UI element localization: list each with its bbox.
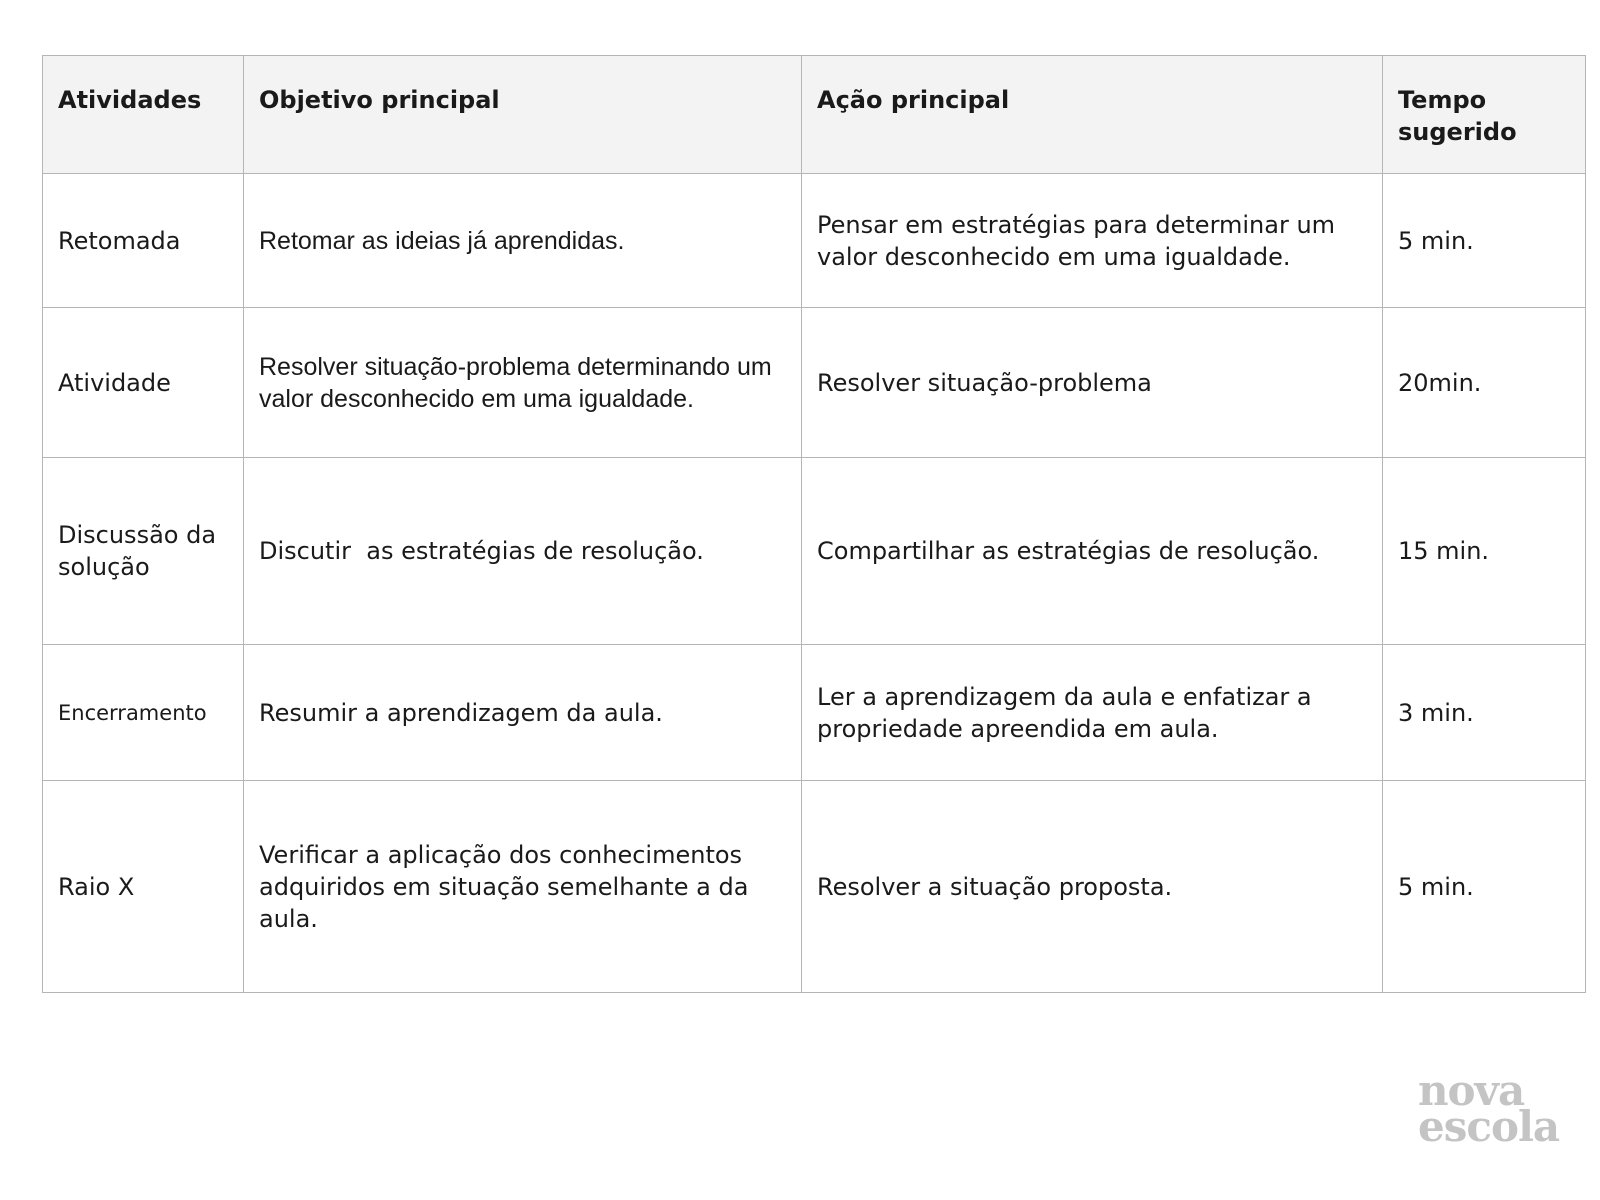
table-row [43,174,1586,308]
cell-acao: Resolver a situação proposta. [802,781,1383,993]
cell-tempo: 5 min. [1383,174,1586,308]
header-tempo: Tempo sugerido [1383,56,1586,174]
cell-acao: Resolver situação-problema [802,308,1383,458]
cell-atividade: Raio X [43,781,244,993]
cell-tempo: 20min. [1383,308,1586,458]
header-objetivo: Objetivo principal [244,56,802,174]
cell-objetivo: Discutir as estratégias de resolução. [244,458,802,645]
cell-atividade: Atividade [43,308,244,458]
cell-objetivo: Retomar as ideias já aprendidas. [244,174,802,308]
logo-line-2: escola [1418,1102,1560,1151]
cell-tempo: 15 min. [1383,458,1586,645]
cell-atividade: Discussão da solução [43,458,244,645]
cell-acao: Compartilhar as estratégias de resolução. [802,458,1383,645]
nova-escola-logo [1418,1066,1560,1151]
cell-tempo: 3 min. [1383,645,1586,781]
cell-acao: Ler a aprendizagem da aula e enfatizar a propriedade apreendida em aula. [802,645,1383,781]
table-row [43,645,1586,781]
cell-tempo: 5 min. [1383,781,1586,993]
cell-objetivo: Resumir a aprendizagem da aula. [244,645,802,781]
table-row [43,308,1586,458]
cell-objetivo: Verificar a aplicação dos conhecimentos adquiridos em situação semelhante a da aula. [244,781,802,993]
cell-objetivo: Resolver situação-problema determinando um valor desconhecido em uma igualdade. [244,308,802,458]
cell-atividade: Retomada [43,174,244,308]
table-row [43,781,1586,993]
header-acao: Ação principal [802,56,1383,174]
logo-line-1: nova [1418,1066,1525,1115]
header-atividades: Atividades [43,56,244,174]
header-row [43,56,1586,174]
cell-acao: Pensar em estratégias para determinar um valor desconhecido em uma igualdade. [802,174,1383,308]
lesson-plan-table [42,55,1586,993]
table-row [43,458,1586,645]
cell-atividade: Encerramento [43,645,244,781]
